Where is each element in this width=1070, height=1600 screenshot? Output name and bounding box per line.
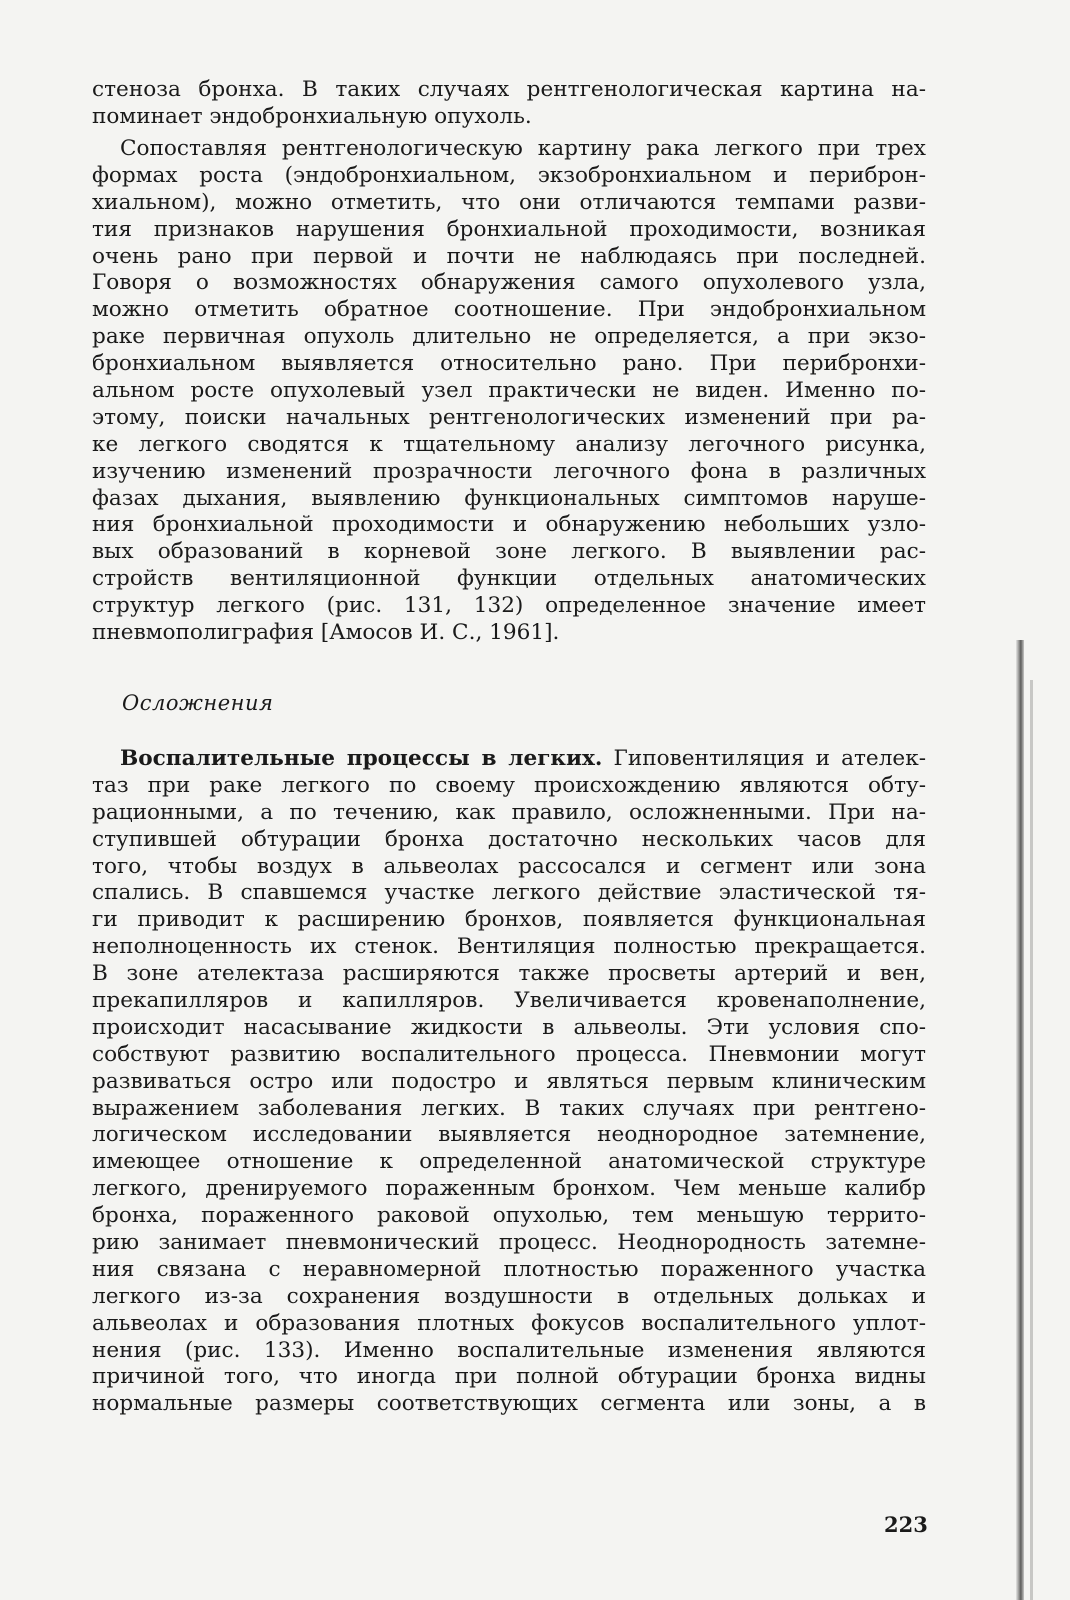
text-line: этому, поиски начальных рентгенологических изменений при ра- (92, 404, 926, 430)
text-line: рию занимает пневмонический процесс. Неоднородность затемне- (92, 1230, 926, 1256)
text-line: фазах дыхания, выявлению функциональных симптомов наруше- (92, 485, 926, 511)
text-line: ния связана с неравномерной плотностью пораженного участка (92, 1256, 926, 1282)
paragraph-lead-rest: Гиповентиляция и ателек- (602, 746, 926, 771)
text-line: пневмополиграфия [Амосов И. С., 1961]. (92, 620, 560, 646)
text-line: нормальные размеры соответствующих сегмента или зоны, а в (92, 1391, 926, 1417)
text-line: бронхиальном выявляется относительно рано. При перибронхи- (92, 351, 926, 377)
text-line: структур легкого (рис. 131, 132) определенное значение имеет (92, 593, 926, 619)
text-line: ке легкого сводятся к тщательному анализу легочного рисунка, (92, 431, 926, 457)
scan-edge-line (1030, 680, 1033, 1600)
section-heading: Осложнения (122, 691, 274, 715)
text-line: формах роста (эндобронхиальном, экзобронхиальном и периброн- (92, 162, 926, 188)
paragraph-continuation (92, 77, 926, 131)
text-line: поминает эндобронхиальную опухоль. (92, 103, 532, 129)
text-line: Говоря о возможностях обнаружения самого опухолевого узла, (92, 270, 926, 296)
text-line: происходит насасывание жидкости в альвеолы. Эти условия спо- (92, 1014, 926, 1040)
text-line: В зоне ателектаза расширяются также просветы артерий и вен, (92, 961, 926, 987)
text-line: неполноценность их стенок. Вентиляция полностью прекращается. (92, 934, 926, 960)
text-line: собствуют развитию воспалительного процесса. Пневмонии могут (92, 1041, 926, 1067)
text-line: таз при раке легкого по своему происхождению являются обту- (92, 772, 926, 798)
text-line: ги приводит к расширению бронхов, появляется функциональная (92, 907, 926, 933)
text-line: альвеолах и образования плотных фокусов воспалительного уплот- (92, 1310, 926, 1336)
text-line: спались. В спавшемся участке легкого действие эластической тя- (92, 880, 926, 906)
text-line: альном росте опухолевый узел практически не виден. Именно по- (92, 378, 926, 404)
text-line: развиваться остро или подостро и являться первым клиническим (92, 1068, 926, 1094)
text-line: логическом исследовании выявляется неоднородное затемнение, (92, 1122, 926, 1148)
paragraph-inflammatory-processes (92, 746, 926, 1418)
text-line: легкого, дренируемого пораженным бронхом. Чем меньше калибр (92, 1176, 926, 1202)
text-line: того, чтобы воздух в альвеолах рассосался и сегмент или зона (92, 853, 926, 879)
text-line: причиной того, что иногда при полной обтурации бронха видны (92, 1364, 926, 1390)
text-line: ступившей обтурации бронха достаточно нескольких часов для (92, 826, 926, 852)
text-line: хиальном), можно отметить, что они отличаются темпами разви- (92, 189, 926, 215)
page-number: 223 (884, 1512, 928, 1537)
text-line: бронха, пораженного раковой опухолью, тем меньшую террито- (92, 1203, 926, 1229)
text-line: легкого из-за сохранения воздушности в отдельных дольках и (92, 1283, 926, 1309)
text-line: нения (рис. 133). Именно воспалительные изменения являются (92, 1337, 926, 1363)
text-line: очень рано при первой и почти не наблюдаясь при последней. (92, 243, 926, 269)
text-line: стройств вентиляционной функции отдельных анатомических (92, 566, 926, 592)
text-line: рационными, а по течению, как правило, осложненными. При на- (92, 799, 926, 825)
text-line: изучению изменений прозрачности легочного фона в различных (92, 458, 926, 484)
text-line: прекапилляров и капилляров. Увеличивается кровенаполнение, (92, 988, 926, 1014)
paragraph-lead-bold: Воспалительные процессы в легких. (120, 746, 603, 771)
scan-binding-shadow (1016, 640, 1024, 1600)
text-line: выражением заболевания легких. В таких случаях при рентгено- (92, 1095, 926, 1121)
text-line: ния бронхиальной проходимости и обнаружению небольших узло- (92, 512, 926, 538)
text-line (92, 746, 926, 773)
text-line: имеющее отношение к определенной анатомической структуре (92, 1149, 926, 1175)
paragraph-growth-forms (92, 136, 926, 647)
text-line: стеноза бронха. В таких случаях рентгенологическая картина на- (92, 77, 926, 102)
text-line: раке первичная опухоль длительно не определяется, а при экзо- (92, 324, 926, 350)
text-line: Сопоставляя рентгенологическую картину рака легкого при трех (120, 136, 926, 161)
text-line: тия признаков нарушения бронхиальной проходимости, возникая (92, 216, 926, 242)
text-line: вых образований в корневой зоне легкого. В выявлении рас- (92, 539, 926, 565)
text-line: можно отметить обратное соотношение. При эндобронхиальном (92, 297, 926, 323)
